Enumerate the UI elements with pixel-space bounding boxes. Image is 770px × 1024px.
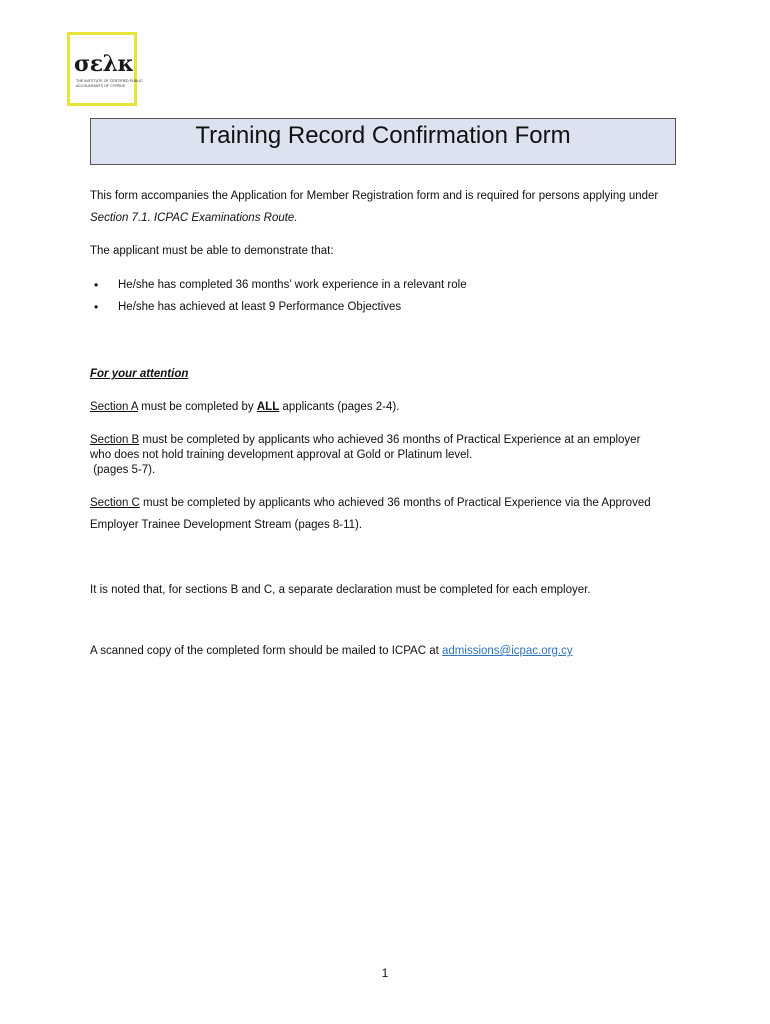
page-number: 1 (381, 966, 389, 980)
section-a-bold: ALL (256, 401, 280, 413)
section-b-label: Section B (90, 434, 140, 446)
section-a-label: Section A (90, 401, 138, 413)
mail-text: A scanned copy of the completed form should be mailed to ICPAC at (90, 645, 443, 657)
bullet-item-1: He/she has completed 36 months’ work experience in a relevant role (118, 279, 467, 291)
logo-wordmark: σελκ (74, 51, 134, 77)
section-b-line-2: who does not hold training development approval at Gold or Platinum level. (90, 449, 473, 461)
mail-instruction (90, 644, 573, 659)
section-c-line-1 (90, 496, 651, 511)
logo-subtitle-line1: THE INSTITUTE OF CERTIFIED PUBLIC (76, 79, 143, 83)
section-a-text (90, 400, 399, 415)
section-a-pre: must be completed by (137, 401, 257, 413)
section-c-rest: must be completed by applicants who achieved 36 months of Practical Experience via the Approved (139, 497, 651, 509)
email-link[interactable]: admissions@icpac.org.cy (442, 645, 573, 657)
section-c-line-2: Employer Trainee Development Stream (pages 8-11). (90, 519, 363, 531)
logo-subtitle-line2: ACCOUNTANTS OF CYPRUS (76, 84, 126, 88)
bullet-icon: • (94, 278, 99, 292)
section-c-label: Section C (90, 497, 140, 509)
applicant-intro: The applicant must be able to demonstrate that: (90, 245, 334, 257)
form-title: Training Record Confirmation Form (90, 118, 676, 165)
section-b-line-3: (pages 5-7). (90, 464, 156, 476)
section-a-post: applicants (pages 2-4). (279, 401, 400, 413)
section-b-line-1 (90, 433, 640, 448)
intro-line-2: Section 7.1. ICPAC Examinations Route. (90, 212, 298, 224)
bullet-item-2: He/she has achieved at least 9 Performance Objectives (118, 301, 402, 313)
section-b-rest: must be completed by applicants who achieved 36 months of Practical Experience at an employer (139, 434, 641, 446)
bullet-icon: • (94, 300, 99, 314)
intro-line-1: This form accompanies the Application for Member Registration form and is required for persons applying under (90, 190, 659, 202)
icpac-logo (67, 32, 143, 106)
attention-heading: For your attention (90, 368, 189, 380)
employer-note: It is noted that, for sections B and C, a separate declaration must be completed for each employer. (90, 584, 591, 596)
